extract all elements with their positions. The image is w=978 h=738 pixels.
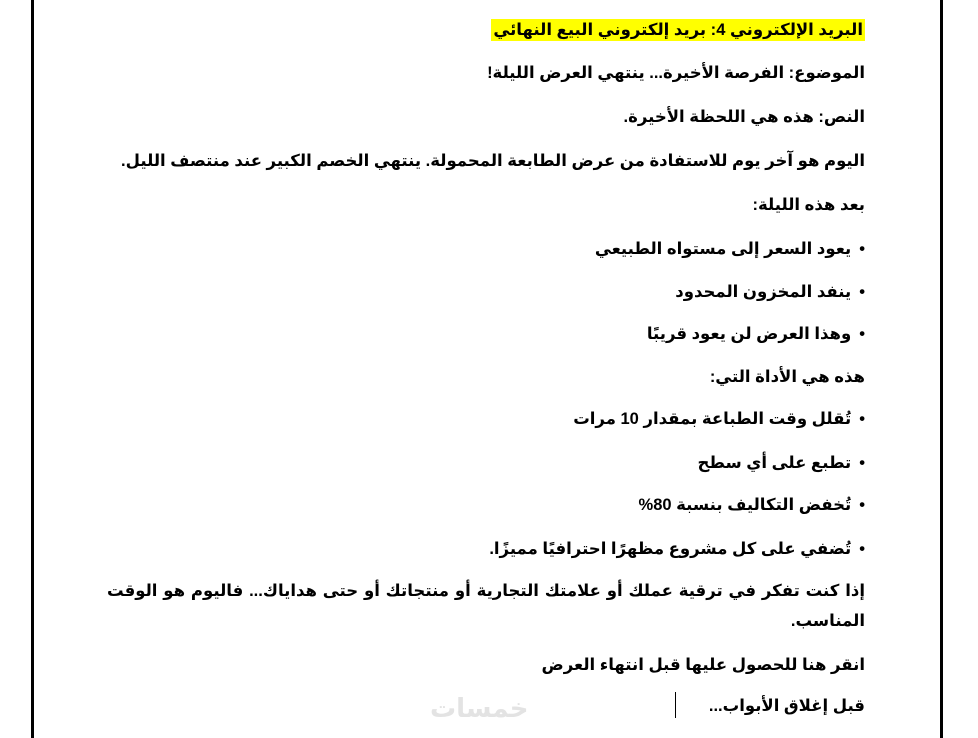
highlighted-heading: البريد الإلكتروني 4: بريد إلكتروني البيع النهائي — [493, 21, 863, 39]
list-item: •ينفد المخزون المحدود — [675, 283, 865, 301]
page-border-left — [31, 0, 34, 738]
call-to-action: انقر هنا للحصول عليها قبل انتهاء العرض — [541, 656, 865, 674]
document-page — [36, 0, 940, 738]
bullet-icon: • — [859, 454, 865, 472]
list-item: •تطبع على أي سطح — [697, 454, 865, 472]
paragraph-upgrade: إذا كنت تفكر في ترقية عملك أو علامتك التجارية أو منتجاتك أو حتى هداياك... فاليوم هو الوقت المناسب. — [107, 582, 865, 630]
watermark-logo: خمسات — [430, 693, 529, 723]
text-cursor — [675, 692, 676, 718]
list-item: •تُقلل وقت الطباعة بمقدار 10 مرات — [573, 410, 865, 428]
bullet-icon: • — [859, 540, 865, 558]
list-item: •تُخفض التكاليف بنسبة 80% — [638, 496, 865, 514]
page-border-right — [940, 0, 943, 738]
tool-intro-label: هذه هي الأداة التي: — [709, 368, 865, 386]
list-item: •وهذا العرض لن يعود قريبًا — [646, 325, 865, 343]
bullet-icon: • — [859, 325, 865, 343]
bullet-icon: • — [859, 283, 865, 301]
email-subject: الموضوع: الفرصة الأخيرة... ينتهي العرض الليلة! — [487, 64, 865, 82]
list-item: •تُضفي على كل مشروع مظهرًا احترافيًا مميزًا. — [489, 540, 865, 558]
bullet-icon: • — [859, 410, 865, 428]
email-heading — [491, 19, 865, 41]
email-body-intro: النص: هذه هي اللحظة الأخيرة. — [623, 108, 865, 126]
paragraph-last-day: اليوم هو آخر يوم للاستفادة من عرض الطابعة المحمولة. ينتهي الخصم الكبير عند منتصف الليل. — [121, 152, 865, 170]
bullet-icon: • — [859, 240, 865, 258]
after-tonight-label: بعد هذه الليلة: — [752, 196, 865, 214]
closing-line: قبل إغلاق الأبواب... — [708, 697, 865, 715]
list-item: •يعود السعر إلى مستواه الطبيعي — [594, 240, 865, 258]
bullet-icon: • — [859, 496, 865, 514]
